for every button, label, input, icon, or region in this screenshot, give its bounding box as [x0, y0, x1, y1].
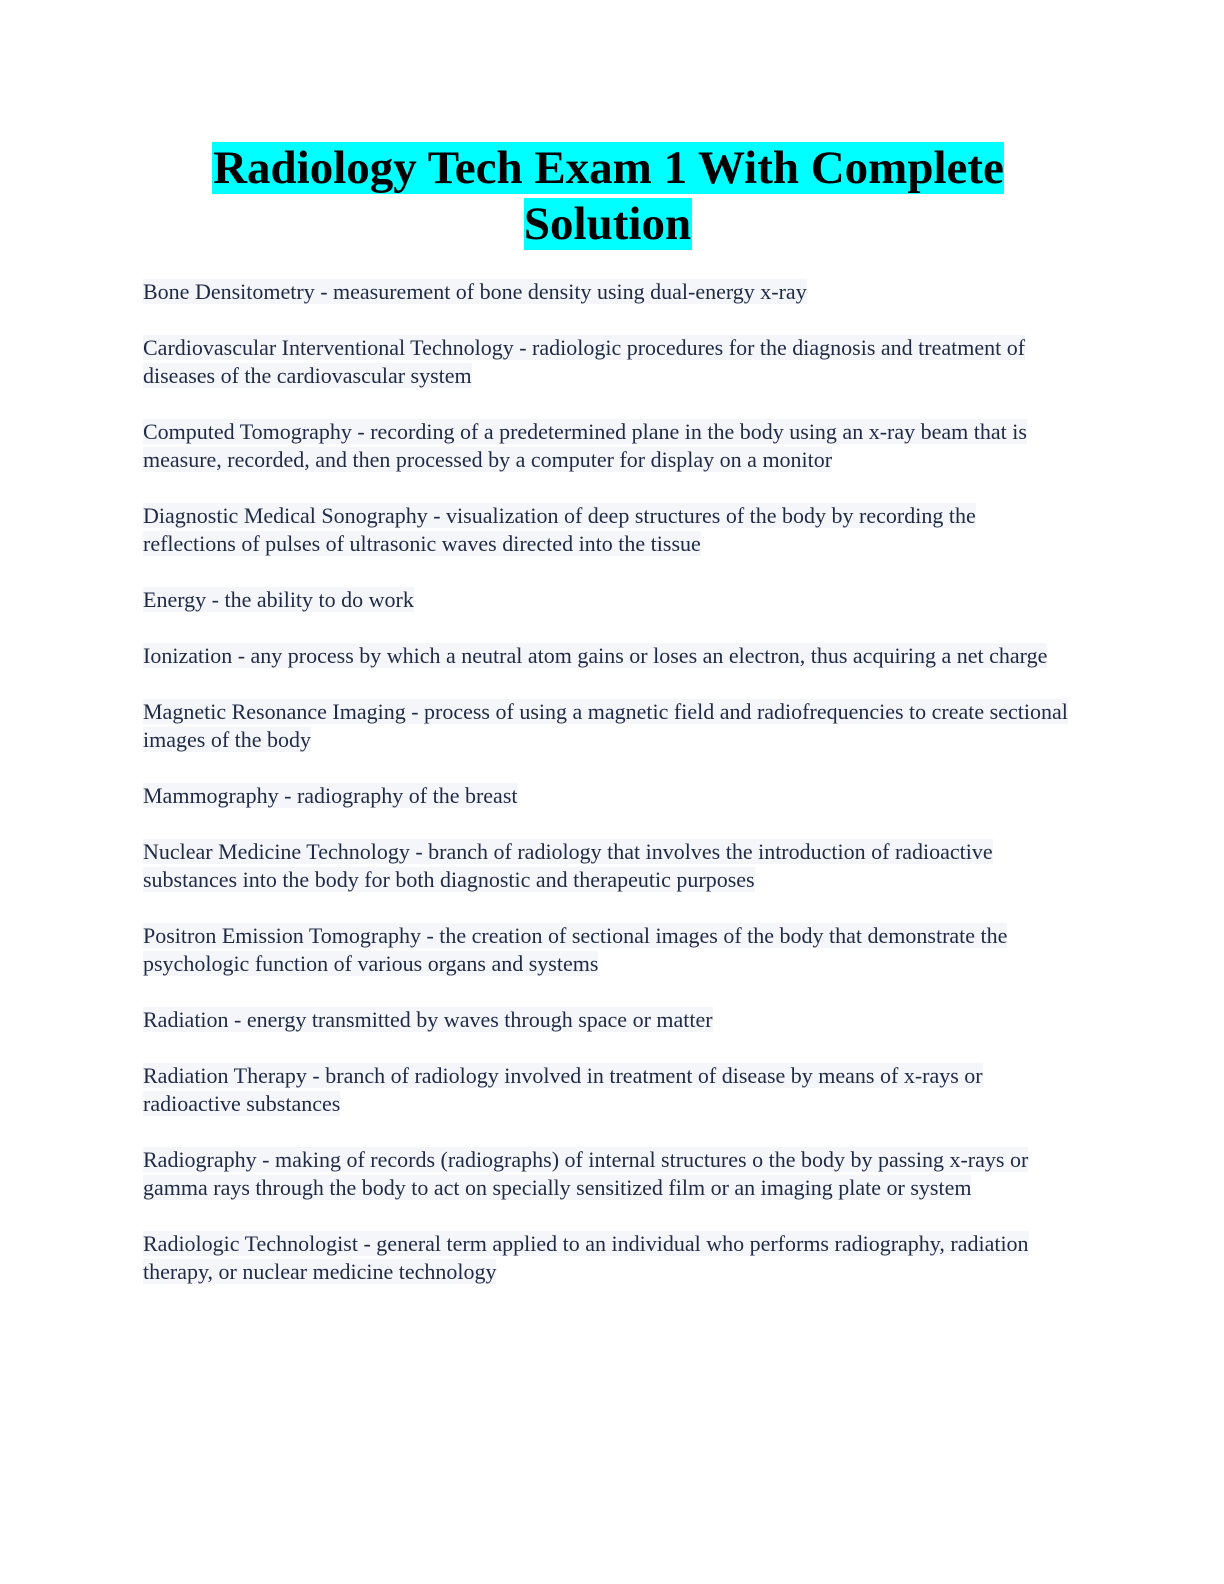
- entry-text: Radiation Therapy - branch of radiology involved in treatment of disease by means of x-rays or radioactive substances: [143, 1063, 983, 1116]
- entry-positron-emission-tomography: [143, 922, 1073, 978]
- entry-text: Nuclear Medicine Technology - branch of radiology that involves the introduction of radioactive substances into the body for both diagnostic and therapeutic purposes: [143, 839, 993, 892]
- entry-text: Radiologic Technologist - general term applied to an individual who performs radiography, radiation therapy, or nuclear medicine technology: [143, 1231, 1029, 1284]
- entry-radiologic-technologist: [143, 1230, 1073, 1286]
- entry-nuclear-medicine-technology: [143, 838, 1073, 894]
- entry-diagnostic-medical-sonography: [143, 502, 1073, 558]
- entry-text: Radiation - energy transmitted by waves through space or matter: [143, 1007, 713, 1032]
- entry-text: Cardiovascular Interventional Technology - radiologic procedures for the diagnosis and treatment of diseases of the cardiovascular system: [143, 335, 1026, 388]
- document-title: [143, 140, 1073, 252]
- entry-text: Ionization - any process by which a neutral atom gains or loses an electron, thus acquiring a net charge: [143, 643, 1048, 668]
- entry-text: Positron Emission Tomography - the creation of sectional images of the body that demonstrate the psychologic function of various organs and systems: [143, 923, 1008, 976]
- entry-radiography: [143, 1146, 1073, 1202]
- document-page: [143, 140, 1073, 1314]
- entry-cardiovascular-interventional-technology: [143, 334, 1073, 390]
- entry-text: Magnetic Resonance Imaging - process of using a magnetic field and radiofrequencies to create sectional images of the body: [143, 699, 1068, 752]
- entry-mammography: [143, 782, 1073, 810]
- entry-magnetic-resonance-imaging: [143, 698, 1073, 754]
- entry-energy: [143, 586, 1073, 614]
- entry-computed-tomography: [143, 418, 1073, 474]
- entry-text: Computed Tomography - recording of a predetermined plane in the body using an x-ray beam that is measure, recorded, and then processed by a computer for display on a monitor: [143, 419, 1027, 472]
- entry-text: Energy - the ability to do work: [143, 587, 414, 612]
- entry-radiation-therapy: [143, 1062, 1073, 1118]
- entry-text: Radiography - making of records (radiographs) of internal structures o the body by passing x-rays or gamma rays through the body to act on specially sensitized film or an imaging plate or system: [143, 1147, 1029, 1200]
- entry-radiation: [143, 1006, 1073, 1034]
- document-title-text: Radiology Tech Exam 1 With Complete Solution: [213, 142, 1004, 250]
- entry-ionization: [143, 642, 1073, 670]
- entry-text: Mammography - radiography of the breast: [143, 783, 518, 808]
- entry-text: Diagnostic Medical Sonography - visualization of deep structures of the body by recording the reflections of pulses of ultrasonic waves directed into the tissue: [143, 503, 976, 556]
- entry-text: Bone Densitometry - measurement of bone density using dual-energy x-ray: [143, 279, 807, 304]
- entry-bone-densitometry: [143, 278, 1073, 306]
